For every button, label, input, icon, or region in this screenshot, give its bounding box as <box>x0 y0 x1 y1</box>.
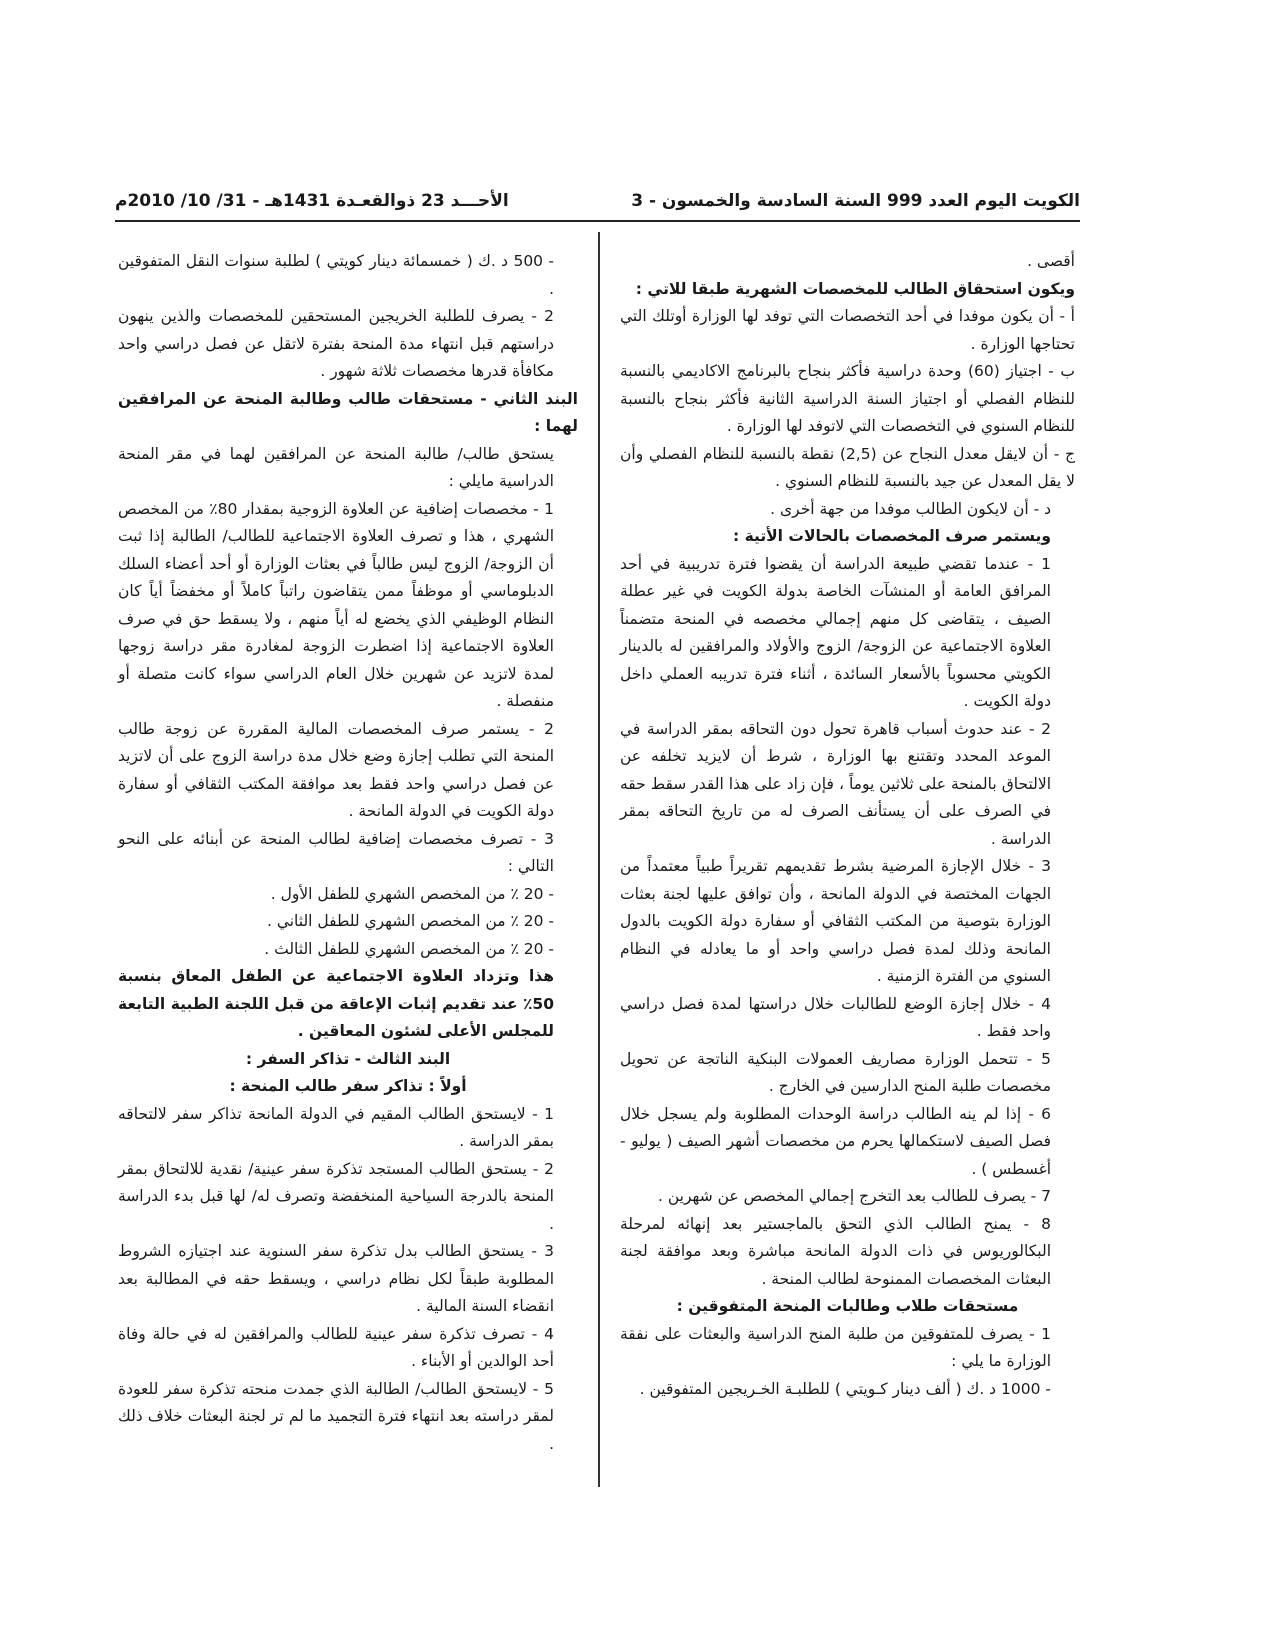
left-column <box>118 248 578 1458</box>
paragraph: ج - أن لايقل معدل النجاح عن (2,5) نقطة بالنسبة للنظام الفصلي وأن لا يقل المعدل عن جيد بالنسبة للنظام السنوي . <box>620 444 1075 490</box>
section-heading: ويكون استحقاق الطالب للمخصصات الشهرية طبقا للاتي : <box>635 279 1075 298</box>
paragraph: 1 - لايستحق الطالب المقيم في الدولة المانحة تذاكر سفر لالتحاقه بمقر الدراسة . <box>118 1104 554 1150</box>
list-item: - 20 ٪ من المخصص الشهري للطفل الثاني . <box>266 912 554 930</box>
paragraph: 3 - يستحق الطالب بدل تذكرة سفر السنوية عند اجتيازه الشروط المطلوبة طبقاً لكل نظام دراسي ، ويسقط حقه في المطالبة بعد انقضاء السنة المالية . <box>118 1242 554 1315</box>
section-heading: البند الثاني - مستحقات طالب وطالبة المنحة عن المرافقين لهما : <box>118 389 578 435</box>
section-heading: البند الثالث - تذاكر السفر : <box>245 1049 451 1068</box>
paragraph: 4 - تصرف تذكرة سفر عينية للطالب والمرافقين له في حالة وفاة أحد الوالدين أو الأبناء . <box>118 1324 554 1370</box>
paragraph: 1 - عندما تقضي طبيعة الدراسة أن يقضوا فترة تدريبية في أحد المرافق العامة أو المنشآت الخاصة بدولة الكويت في غير عطلة الصيف ، يتقاضى كل منهم إجمالي مخصصه في المنحة متضمناً العلاوة الاجتماعية عن الزوجة/ الزوج والأولاد والمرافقين له بالدينار الكويتي محسوباً بالأسعار السائدة ، أثناء فترة تدريبه العملي داخل دولة الكويت . <box>620 554 1051 710</box>
paragraph: أقصى . <box>1027 252 1075 270</box>
paragraph: 5 - تتحمل الوزارة مصاريف العمولات البنكية الناتجة عن تحويل مخصصات طلبة المنح الدارسين في الخارج . <box>620 1049 1051 1095</box>
paragraph: 3 - خلال الإجازة المرضية بشرط تقديمهم تقريراً طبياً معتمداً من الجهات المختصة في الدولة المانحة ، وأن توافق عليها لجنة بعثات الوزارة بتوصية من المكتب الثقافي أو سفارة دولة الكويت بالدول المانحة وذلك لمدة فصل دراسي واحد أو ما يعادله في النظام السنوي من الفترة الزمنية . <box>620 857 1051 985</box>
paragraph: هذا وتزداد العلاوة الاجتماعية عن الطفل المعاق بنسبة 50٪ عند تقديم إثبات الإعاقة من قبل اللجنة الطبية التابعة للمجلس الأعلى لشئون المعاقين . <box>118 967 554 1040</box>
paragraph: 1 - مخصصات إضافية عن العلاوة الزوجية بمقدار 80٪ من المخصص الشهري ، هذا و تصرف العلاوة الاجتماعية للطالب/ الطالبة إذا ثبت أن الزوجة/ الزوج ليس طالباً في بعثات الوزارة أو أحد أعضاء السلك الدبلوماسي أو موظفاً ممن يتقاضون راتباً كاملاً أو مخفضاً أياً كان النظام الوظيفي الذي يخضع له أياً منهم ، ولا يسقط حق في صرف العلاوة الاجتماعية إذا اضطرت الزوجة لمغادرة مقر دراسة زوجها لمدة لاتزيد عن شهرين خلال العام الدراسي سواء كانت متصلة أو منفصلة . <box>118 499 554 710</box>
column-divider <box>598 232 600 1487</box>
paragraph: 2 - يستمر صرف المخصصات المالية المقررة عن زوجة طالب المنحة التي تطلب إجازة وضع خلال مدة دراسة الزوج على أن لاتزيد عن فصل دراسي واحد فقط بعد موافقة المكتب الثقافي أو سفارة دولة الكويت في الدولة المانحة . <box>118 719 554 820</box>
paragraph: 3 - تصرف مخصصات إضافية لطالب المنحة عن أبنائه على النحو التالي : <box>118 829 554 875</box>
paragraph: أ - أن يكون موفدا في أحد التخصصات التي توفد لها الوزارة أوتلك التي تحتاجها الوزارة . <box>620 307 1075 353</box>
paragraph: يستحق طالب/ طالبة المنحة عن المرافقين لهما في مقر المنحة الدراسية مايلي : <box>118 444 554 490</box>
paragraph: - 500 د .ك ( خمسمائة دينار كويتي ) لطلبة سنوات النقل المتفوقين . <box>118 252 554 298</box>
paragraph: 2 - عند حدوث أسباب قاهرة تحول دون التحاقه بمقر الدراسة في الموعد المحدد وتقتنع بها الوزارة ، شرط أن لايزيد تخلفه عن الالتحاق بالمنحة على ثلاثين يوماً ، فإن زاد على هذا القدر سقط حقه في الصرف على أن يستأنف الصرف له من تاريخ التحاقه بمقر الدراسة . <box>620 719 1051 848</box>
paragraph: ب - اجتياز (60) وحدة دراسية فأكثر بنجاح بالبرنامج الاكاديمي بالنسبة للنظام الفصلي أو اجتياز السنة الدراسية الثانية فأكثر بنجاح بالنسبة للنظام السنوي في التخصصات التي لاتوفد لها الوزارة . <box>620 362 1075 435</box>
header-rule <box>115 220 1080 222</box>
paragraph: 8 - يمنح الطالب الذي التحق بالماجستير بعد إنهائه لمرحلة البكالوريوس في ذات الدولة المانحة مباشرة وبعد موافقة لجنة البعثات المخصصات الممنوحة لطالب المنحة . <box>620 1214 1051 1288</box>
paragraph: 5 - لايستحق الطالب/ الطالبة الذي جمدت منحته تذكرة سفر للعودة لمقر دراسته بعد انتهاء فترة التجميد ما لم تر لجنة البعثات خلاف ذلك . <box>118 1379 554 1453</box>
paragraph: د - أن لايكون الطالب موفدا من جهة أخرى . <box>770 499 1051 518</box>
paragraph: 6 - إذا لم ينه الطالب دراسة الوحدات المطلوبة ولم يسجل خلال فصل الصيف لاستكمالها يحرم من مخصصات أشهر الصيف ( يوليو - أغسطس ) . <box>620 1104 1051 1178</box>
section-heading: ويستمر صرف المخصصات بالحالات الأتية : <box>733 527 1051 545</box>
paragraph: 2 - يستحق الطالب المستجد تذكرة سفر عينية/ نقدية للالتحاق بمقر المنحة بالدرجة السياحية المنخفضة وتصرف له/ لها قبل بدء الدراسة . <box>118 1159 554 1233</box>
page-header <box>115 186 1080 216</box>
header-gazette-info: الكويت اليوم العدد 999 السنة السادسة والخمسون - 3 <box>631 191 1080 211</box>
paragraph: 7 - يصرف للطالب بعد التخرج إجمالي المخصص عن شهرين . <box>658 1187 1051 1205</box>
header-date: الأحـــد 23 ذوالقعـدة 1431هـ - 31/ 10/ 2010م <box>115 191 509 211</box>
section-heading: مستحقات طلاب وطالبات المنحة المتفوقين : <box>676 1297 1019 1315</box>
right-column <box>620 248 1075 1403</box>
paragraph: 1 - يصرف للمتفوقين من طلبة المنح الدراسية والبعثات على نفقة الوزارة ما يلي : <box>620 1324 1051 1370</box>
paragraph: 4 - خلال إجازة الوضع للطالبات خلال دراستها لمدة فصل دراسي واحد فقط . <box>620 994 1051 1040</box>
paragraph: - 1000 د .ك ( ألف دينار كـويتي ) للطلبـة الخـريجين المتفوقين . <box>639 1379 1051 1398</box>
list-item: - 20 ٪ من المخصص الشهري للطفل الأول . <box>270 884 554 903</box>
paragraph: 2 - يصرف للطلبة الخريجين المستحقين للمخصصات والذين ينهون دراستهم قبل انتهاء مدة المنحة بفترة لاتقل عن فصل دراسي واحد مكافأة قدرها مخصصات ثلاثة شهور . <box>118 307 554 380</box>
list-item: - 20 ٪ من المخصص الشهري للطفل الثالث . <box>264 939 554 958</box>
section-heading: أولاً : تذاكر سفر طالب المنحة : <box>229 1077 467 1095</box>
